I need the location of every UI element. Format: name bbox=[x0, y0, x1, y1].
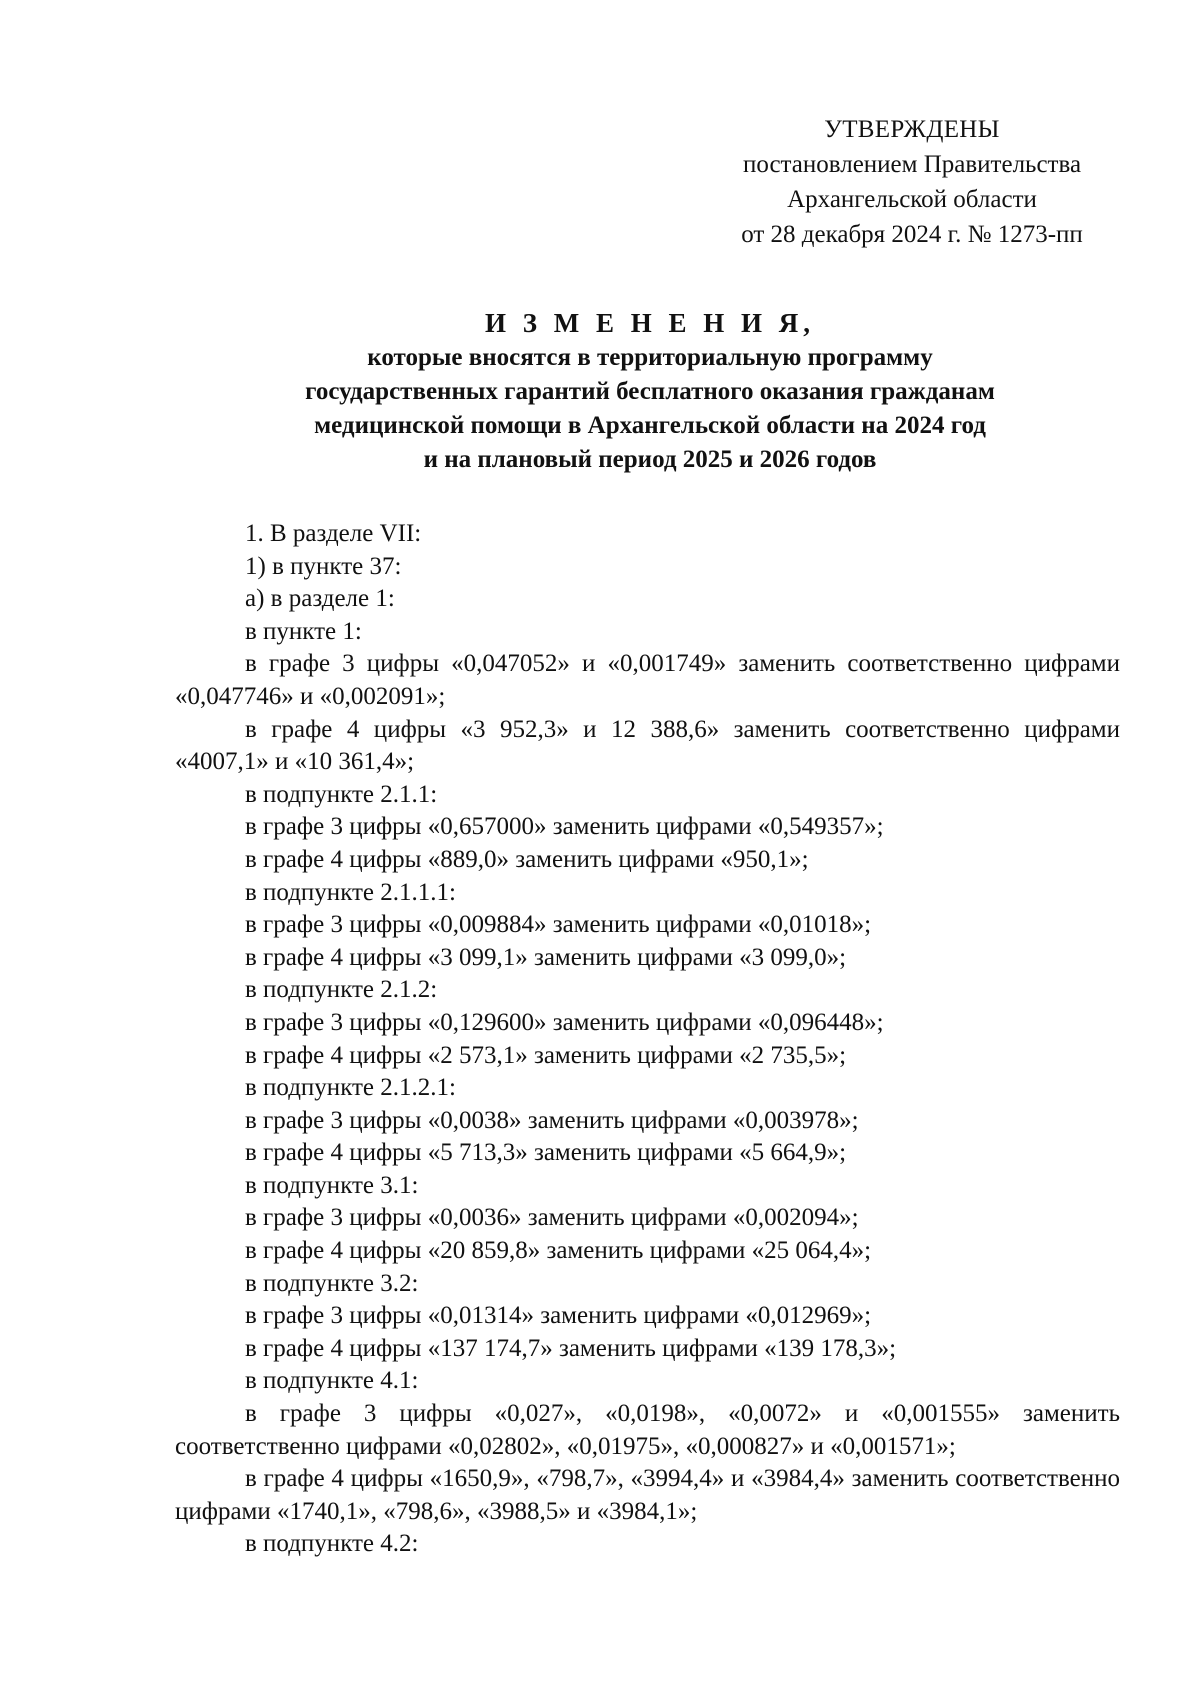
approval-line: постановлением Правительства bbox=[742, 151, 1082, 178]
amendment-line: в графе 3 цифры «0,009884» заменить цифрами «0,01018»; bbox=[245, 911, 872, 939]
amendment-line: в графе 4 цифры «137 174,7» заменить цифрами «139 178,3»; bbox=[245, 1334, 897, 1362]
item-heading: в подпункте 4.1: bbox=[245, 1367, 419, 1395]
amendment-line: в графе 4 цифры «2 573,1» заменить цифрами «2 735,5»; bbox=[245, 1041, 847, 1069]
item-heading: в подпункте 3.1: bbox=[245, 1171, 419, 1199]
amendment-paragraph: в графе 4 цифры «3 952,3» и 12 388,6» заменить соответственно цифрами «4007,1» и «10 361,4»; bbox=[175, 715, 1120, 776]
item-heading: в подпункте 2.1.2.1: bbox=[245, 1074, 456, 1102]
amendment-paragraph: в графе 3 цифры «0,047052» и «0,001749» заменить соответственно цифрами «0,047746» и «0,002091»; bbox=[175, 650, 1120, 710]
clause-heading: 1) в пункте 37: bbox=[245, 552, 402, 580]
subclause-heading: а) в разделе 1: bbox=[245, 585, 395, 613]
item-heading: в подпункте 2.1.1: bbox=[245, 780, 438, 808]
item-heading: в подпункте 2.1.2: bbox=[245, 976, 438, 1004]
amendment-paragraph: в графе 4 цифры «1650,9», «798,7», «3994,4» и «3984,4» заменить соответственно цифрами «1740,1», «798,6», «3988,5» и «3984,1»; bbox=[175, 1465, 1120, 1525]
title-line: медицинской помощи в Архангельской области на 2024 год bbox=[314, 412, 986, 439]
approval-heading: УТВЕРЖДЕНЫ bbox=[824, 116, 1000, 143]
amendment-line: в графе 4 цифры «5 713,3» заменить цифрами «5 664,9»; bbox=[245, 1139, 847, 1167]
item-heading: в подпункте 3.2: bbox=[245, 1269, 419, 1297]
amendment-line: в графе 3 цифры «0,0036» заменить цифрами «0,002094»; bbox=[245, 1204, 859, 1232]
document-title bbox=[180, 305, 1120, 477]
item-heading: в подпункте 4.2: bbox=[245, 1530, 419, 1558]
amendment-line: в графе 3 цифры «0,0038» заменить цифрами «0,003978»; bbox=[245, 1106, 859, 1134]
amendment-line: в графе 3 цифры «0,657000» заменить цифрами «0,549357»; bbox=[245, 813, 884, 841]
amendment-paragraph: в графе 3 цифры «0,027», «0,0198», «0,0072» и «0,001555» заменить соответственно цифрами «0,02802», «0,01975», «0,000827» и «0,001571»; bbox=[175, 1400, 1120, 1460]
approval-date-number: от 28 декабря 2024 г. № 1273-пп bbox=[741, 221, 1083, 248]
amendment-line: в графе 3 цифры «0,129600» заменить цифрами «0,096448»; bbox=[245, 1008, 884, 1036]
amendment-line: в графе 4 цифры «889,0» заменить цифрами «950,1»; bbox=[245, 845, 809, 873]
approval-line: Архангельской области bbox=[787, 186, 1037, 213]
item-heading: в пункте 1: bbox=[245, 617, 362, 645]
section-heading: 1. В разделе VII: bbox=[245, 520, 422, 547]
item-heading: в подпункте 2.1.1.1: bbox=[245, 878, 456, 906]
title-line: и на плановый период 2025 и 2026 годов bbox=[423, 446, 877, 473]
title-line: государственных гарантий бесплатного оказания гражданам bbox=[305, 378, 995, 405]
title-main: И З М Е Н Е Н И Я, bbox=[484, 308, 815, 338]
document-body bbox=[175, 518, 1120, 1561]
approval-stamp bbox=[700, 112, 1124, 252]
amendment-line: в графе 4 цифры «3 099,1» заменить цифрами «3 099,0»; bbox=[245, 943, 847, 971]
amendment-line: в графе 3 цифры «0,01314» заменить цифрами «0,012969»; bbox=[245, 1302, 872, 1330]
title-line: которые вносятся в территориальную программу bbox=[367, 344, 933, 371]
amendment-line: в графе 4 цифры «20 859,8» заменить цифрами «25 064,4»; bbox=[245, 1237, 872, 1265]
